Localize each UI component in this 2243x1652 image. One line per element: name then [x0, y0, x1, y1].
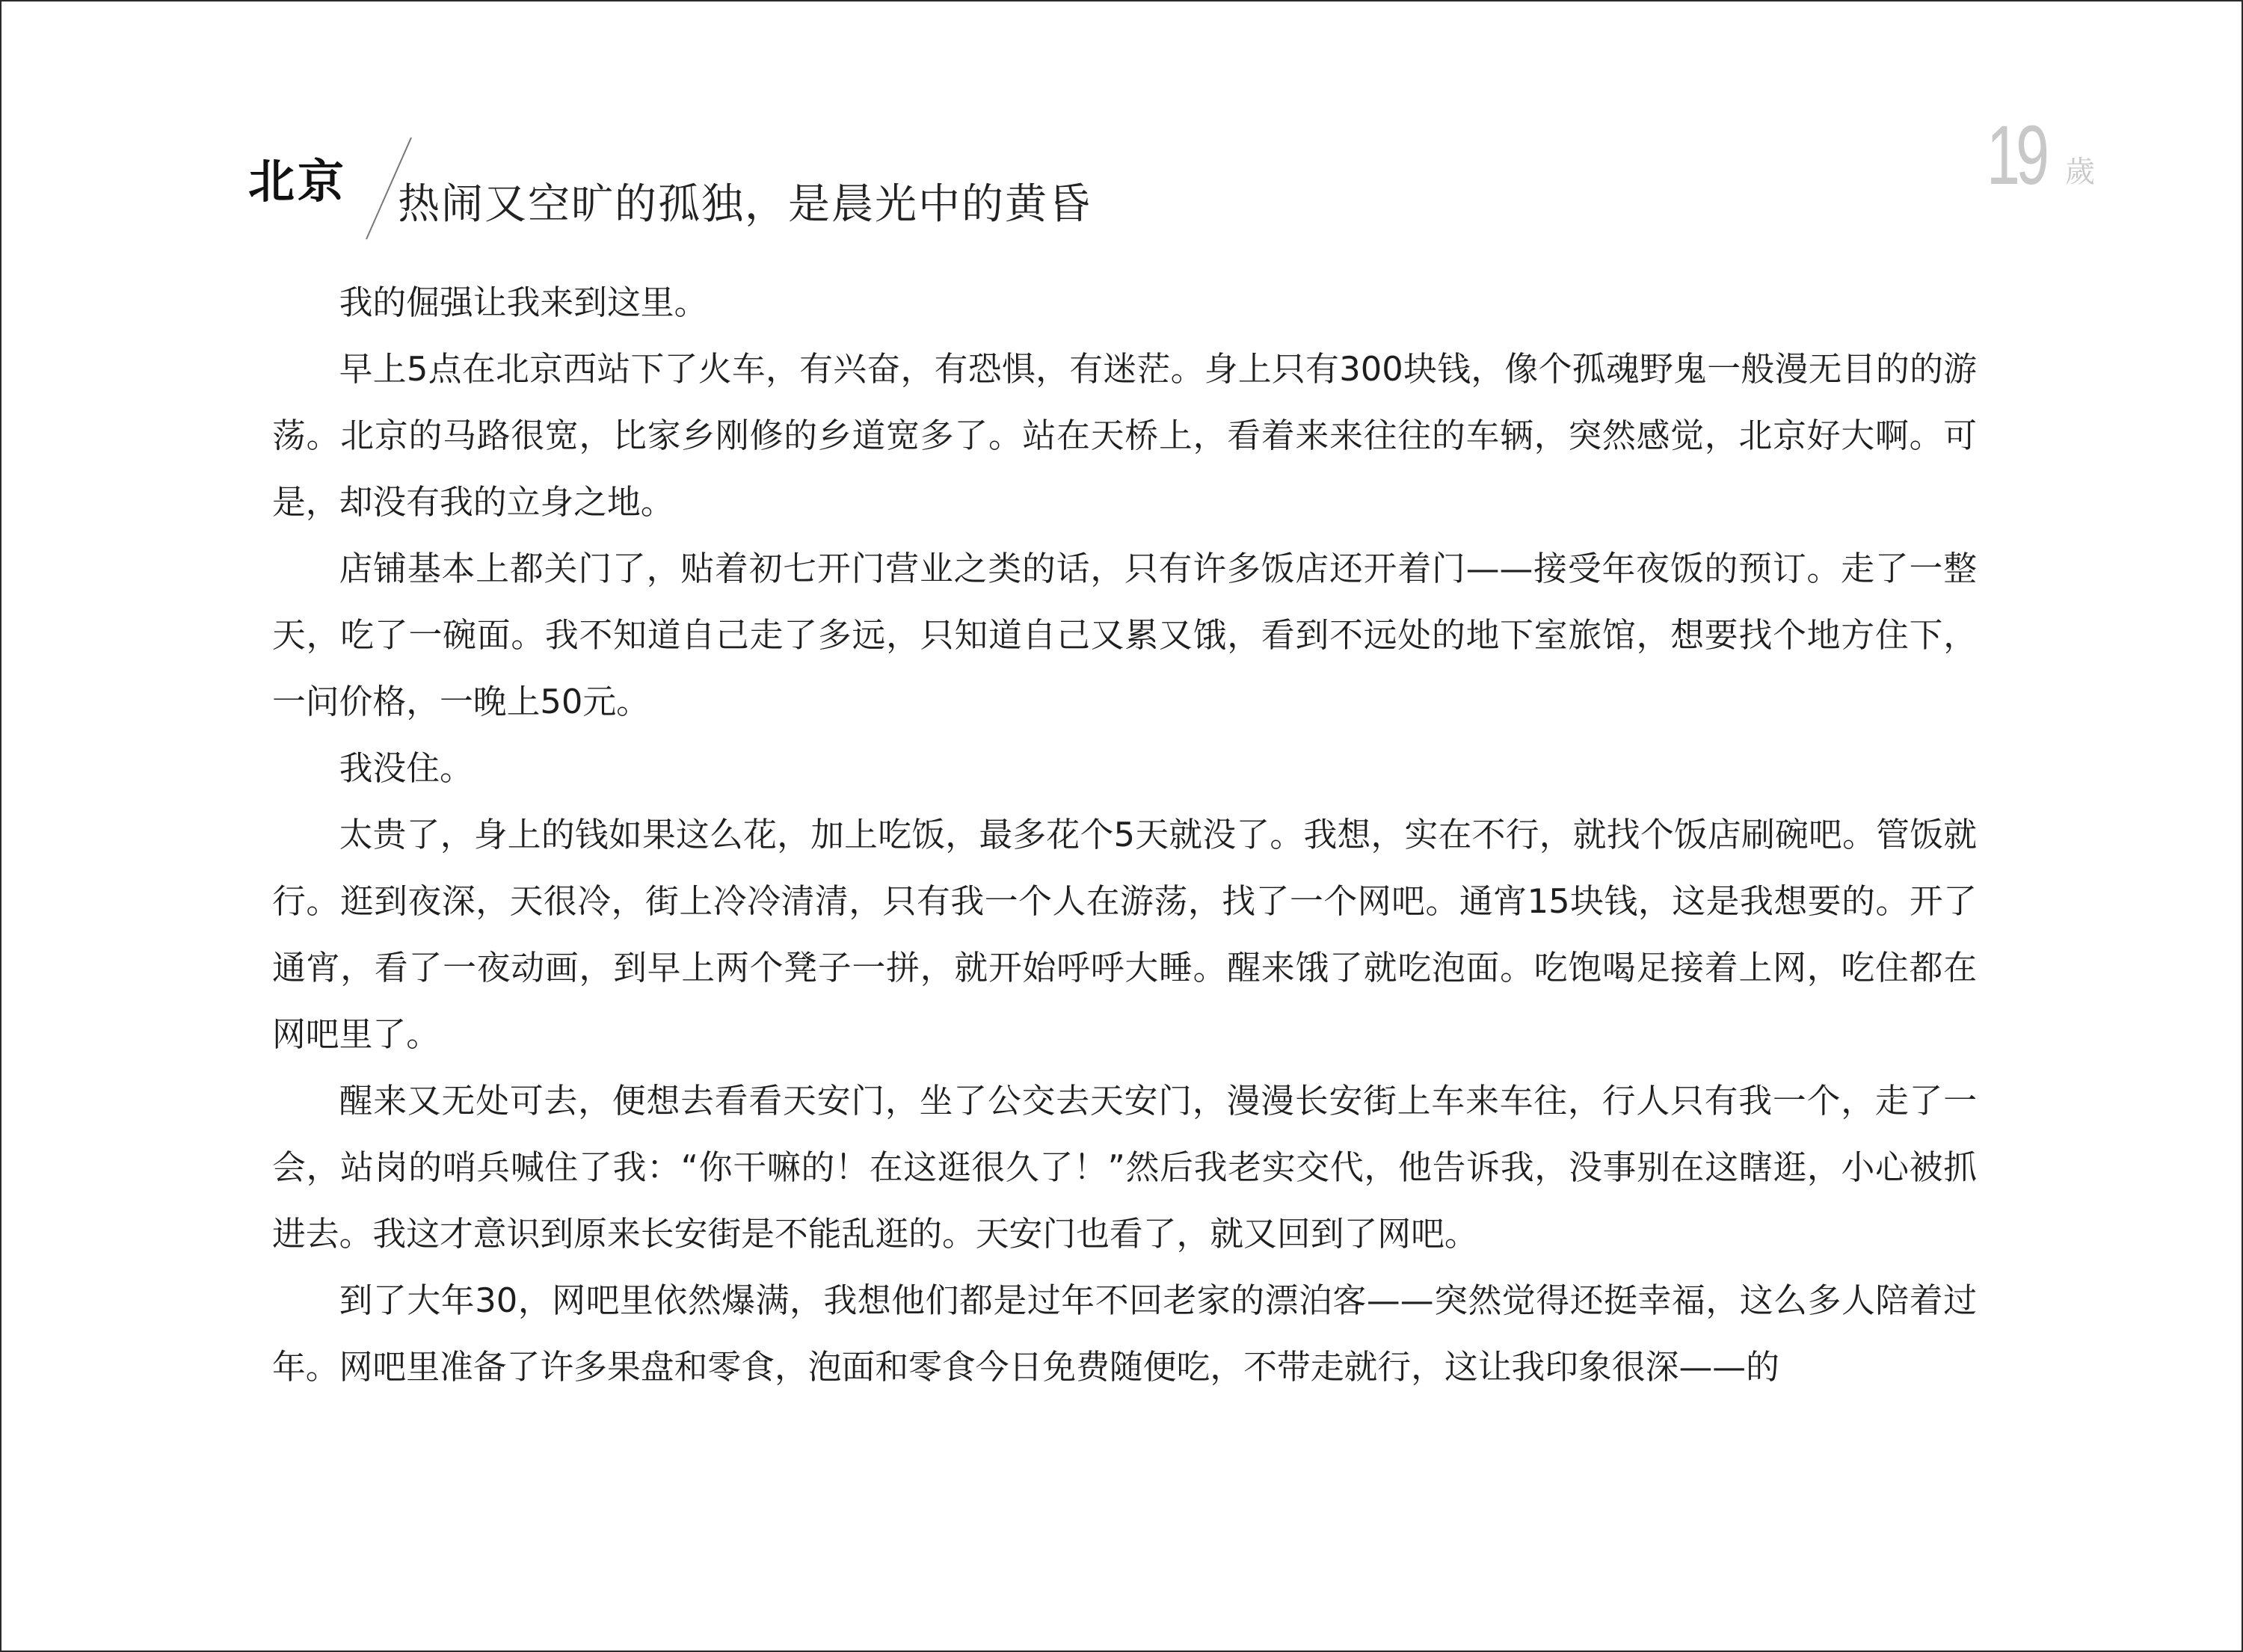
paragraph: 早上5点在北京西站下了火车，有兴奋，有恐惧，有迷茫。身上只有300块钱，像个孤魂野鬼一般漫无目的的游荡。北京的马路很宽，比家乡刚修的乡道宽多了。站在天桥上，看着来来往往的车辆，突然感觉，北京好大啊。可是，却没有我的立身之地。	[272, 349, 1977, 522]
age-unit: 歲	[2065, 155, 2095, 189]
paragraph: 到了大年30，网吧里依然爆满，我想他们都是过年不回老家的漂泊客——突然觉得还挺幸福，这么多人陪着过年。网吧里准备了许多果盘和零食，泡面和零食今日免费随便吃，不带走就行，这让我印象很深——的	[272, 1280, 1977, 1387]
age-mark	[1987, 108, 2095, 202]
paragraph: 太贵了，身上的钱如果这么花，加上吃饭，最多花个5天就没了。我想，实在不行，就找个饭店刷碗吧。管饭就行。逛到夜深，天很冷，街上冷冷清清，只有我一个人在游荡，找了一个网吧。通宵15块钱，这是我想要的。开了通宵，看了一夜动画，到早上两个凳子一拼，就开始呼呼大睡。醒来饿了就吃泡面。吃饱喝足接着上网，吃住都在网吧里了。	[272, 815, 1977, 1054]
paragraph: 店铺基本上都关门了，贴着初七开门营业之类的话，只有许多饭店还开着门——接受年夜饭的预订。走了一整天，吃了一碗面。我不知道自己走了多远，只知道自己又累又饿，看到不远处的地下室旅馆，想要找个地方住下，一问价格，一晚上50元。	[272, 549, 1977, 721]
paragraph: 醒来又无处可去，便想去看看天安门，坐了公交去天安门，漫漫长安街上车来车往，行人只有我一个，走了一会，站岗的哨兵喊住了我：“你干嘛的！在这逛很久了！”然后我老实交代，他告诉我，没事别在这瞎逛，小心被抓进去。我这才意识到原来长安街是不能乱逛的。天安门也看了，就又回到了网吧。	[272, 1081, 1977, 1254]
body-text	[272, 269, 1977, 1400]
chapter-heading	[248, 136, 1220, 248]
paragraph: 我的倔强让我来到这里。	[339, 283, 708, 322]
chapter-subtitle: 热闹又空旷的孤独，是晨光中的黄昏	[398, 180, 1092, 229]
age-number: 19	[1987, 108, 2046, 202]
chapter-title: 北京	[248, 154, 348, 209]
paragraph: 我没住。	[339, 748, 473, 788]
